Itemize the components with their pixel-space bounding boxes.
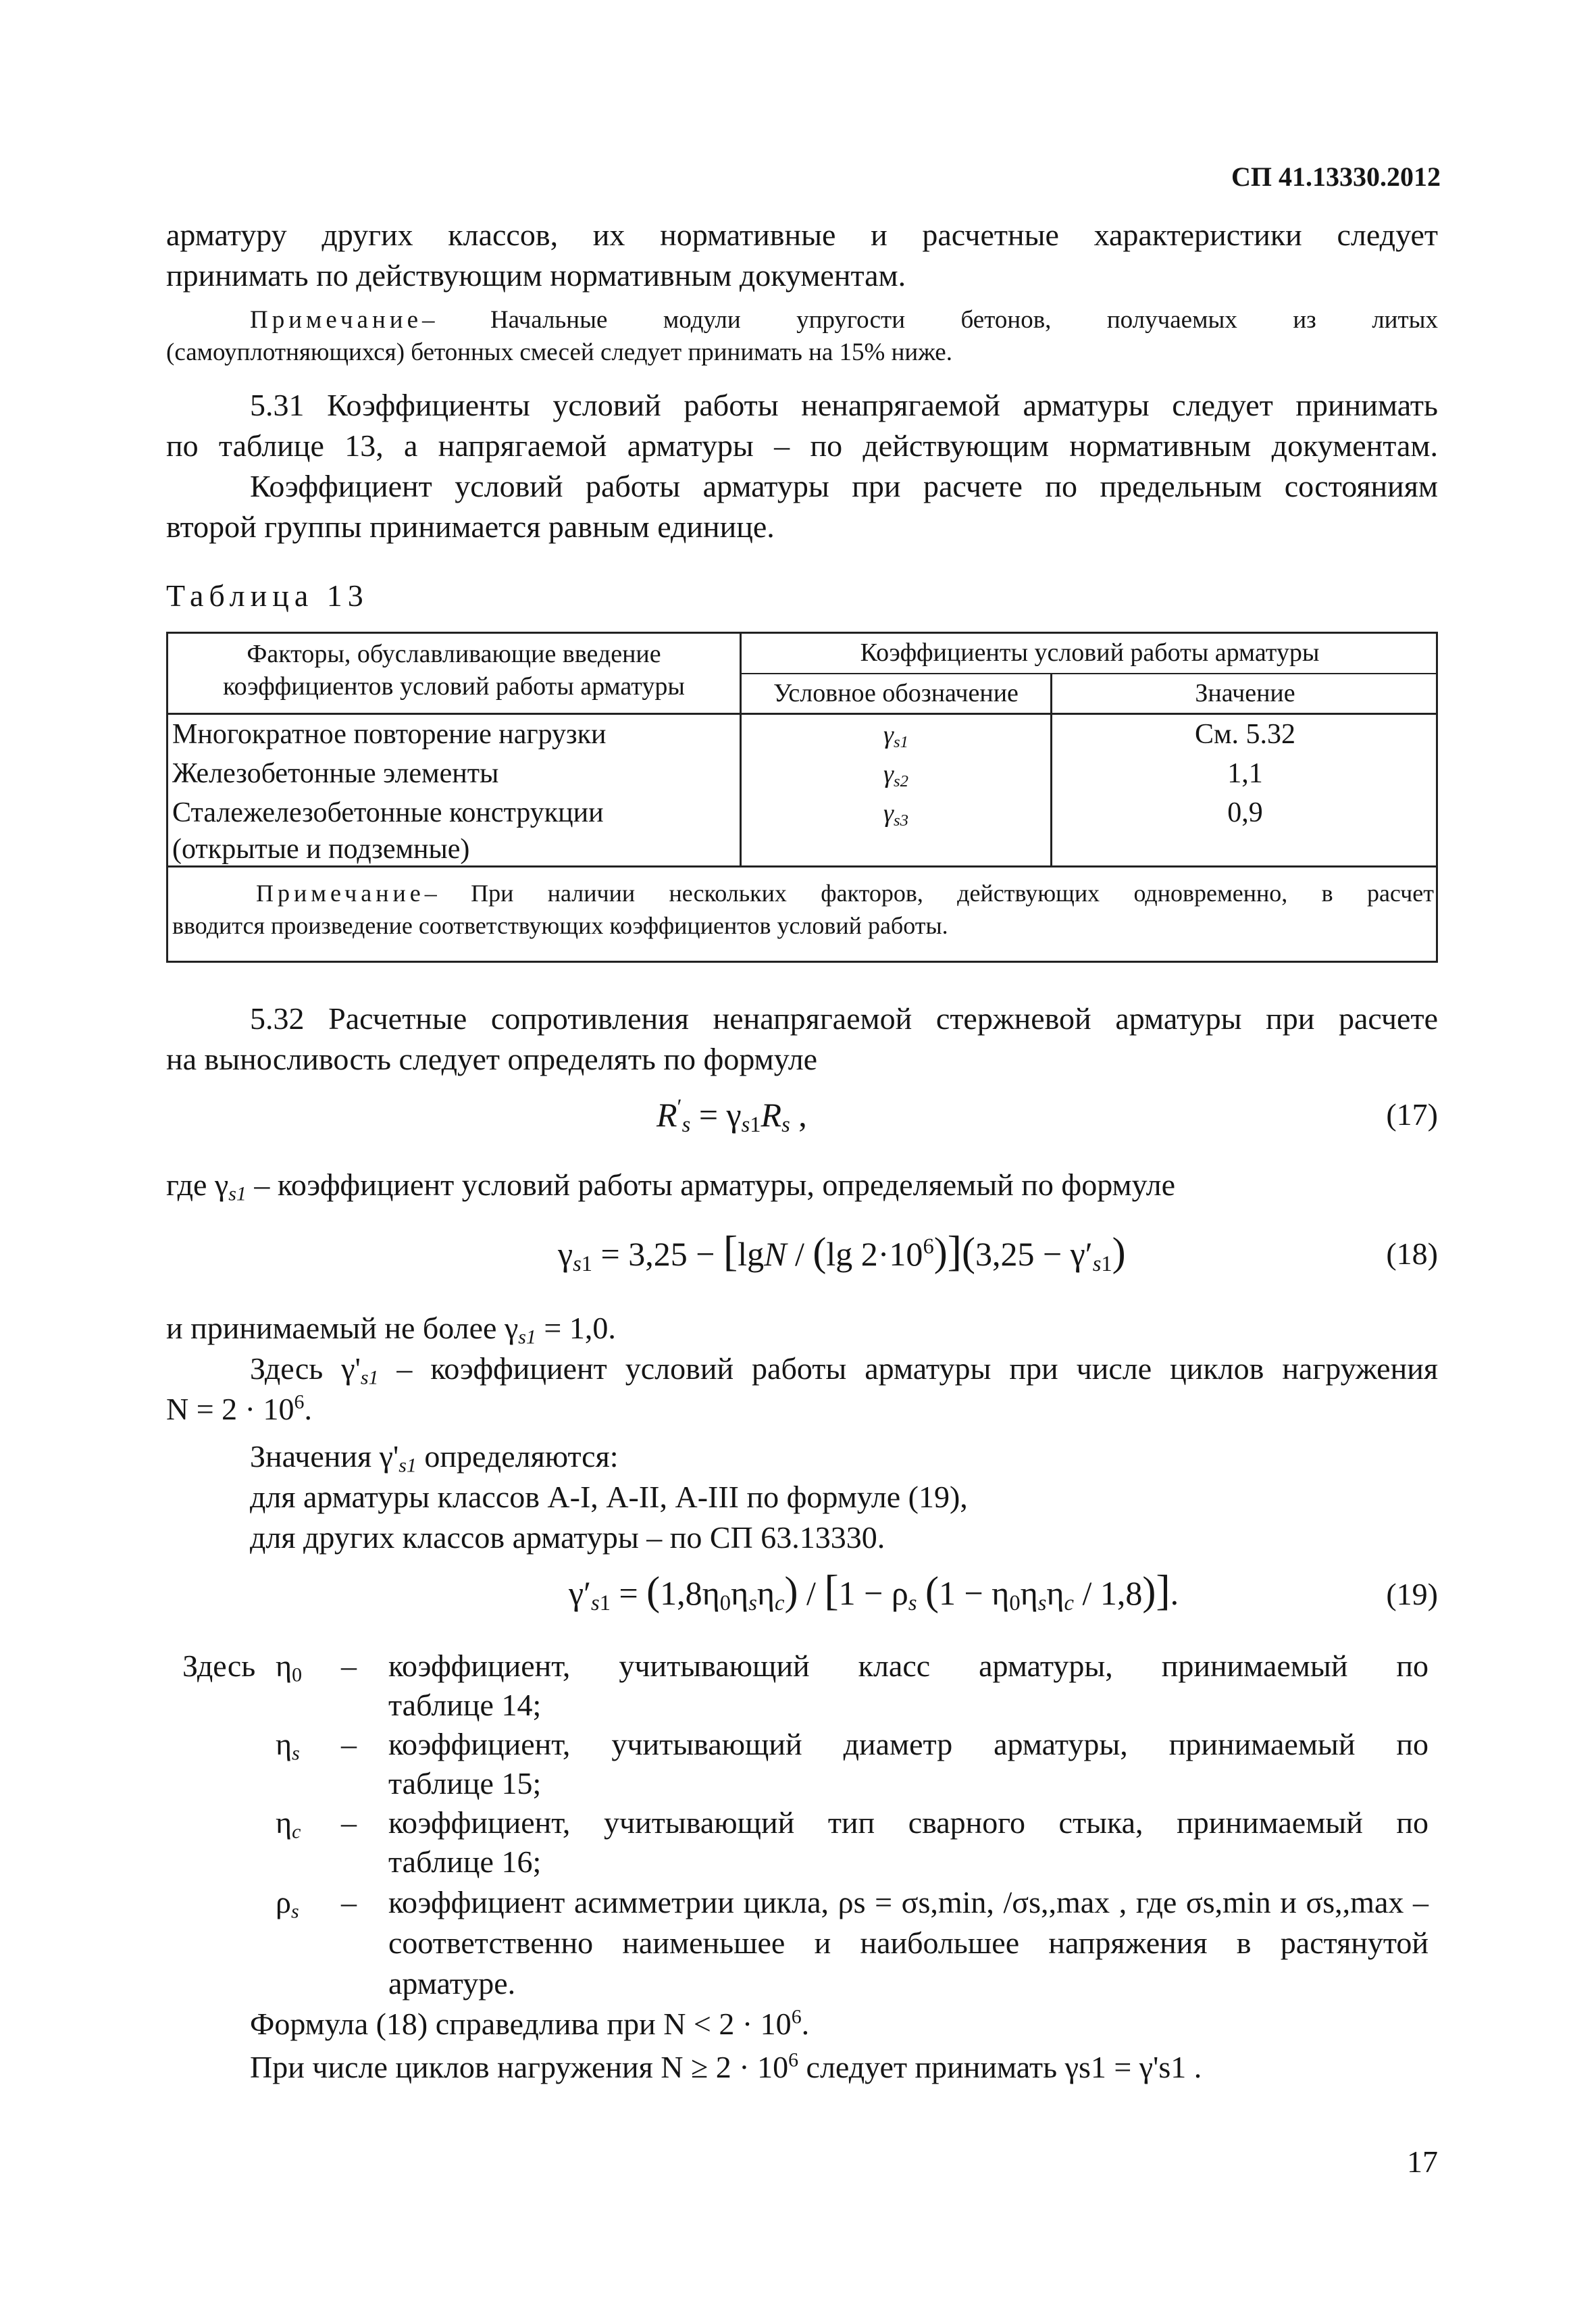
- table-note-line-1: Примечание– При наличии нескольких факторов, действующих одновременно, в расчет: [256, 880, 1434, 907]
- formula-18-validity: Формула (18) справедлива при $N < 2 \cdot 10^6$.: [250, 2005, 810, 2041]
- intro-line-2: принимать по действующим нормативным документам.: [166, 258, 906, 293]
- here-gamma-prime-line: Здесь $\gamma'_{s1}$ – коэффициент условий работы арматуры при числе циклов нагружения: [250, 1351, 1438, 1389]
- def-rhos-line-2: соответственно наименьшее и наибольшее напряжения в растянутой: [388, 1926, 1428, 1960]
- equation-number-17: (17): [1386, 1097, 1438, 1132]
- definitions-here-word: Здесь: [182, 1649, 256, 1683]
- table-caption: Таблица 13: [166, 578, 369, 613]
- def-etac-line-2: таблице 16;: [388, 1844, 542, 1879]
- section-531-line-3: Коэффициент условий работы арматуры при расчете по предельным состояниям: [250, 469, 1438, 503]
- row-3-factor: Сталежелезобетонные конструкции (открытые и подземные): [172, 797, 604, 865]
- intro-line-1: арматуру других классов, их нормативные и расчетные характеристики следует: [166, 218, 1438, 252]
- def-eta0-line-1: коэффициент, учитывающий класс арматуры, принимаемый по: [388, 1649, 1428, 1683]
- def-etac-line-1: коэффициент, учитывающий тип сварного стыка, принимаемый по: [388, 1805, 1428, 1840]
- formula-19: $\gamma'_{s1} = (1,8\eta_0\eta_s\eta_c) / [1 - \rho_s$ $(1 - \eta_0\eta_s\eta_c / 1,8)$].: [569, 1566, 1179, 1616]
- def-eta0-symbol: $\eta_0$: [276, 1649, 303, 1686]
- intro-note-line-1: [250, 304, 1438, 336]
- note-label: Примечание: [250, 306, 422, 334]
- section-531-line-4: второй группы принимается равным единице.: [166, 509, 775, 544]
- equation-number-18: (18): [1386, 1236, 1438, 1271]
- head-symbol: Условное обозначение: [773, 679, 1019, 707]
- def-rhos-line-3: арматуре.: [388, 1966, 516, 2001]
- intro-note-line-2: (самоуплотняющихся) бетонных смесей следует принимать на 15% ниже.: [166, 338, 952, 366]
- head-value: Значение: [1195, 679, 1295, 707]
- def-etas-symbol: $\eta_s$: [276, 1727, 300, 1765]
- accept-line: и принимаемый не более $\gamma_{s1} = 1,0$.: [166, 1311, 616, 1349]
- head-coefficients: Коэффициенты условий работы арматуры: [860, 638, 1320, 667]
- equation-number-19: (19): [1386, 1577, 1438, 1611]
- def-rhos-dash: –: [341, 1885, 357, 1919]
- row-1-symbol: $\gamma_{s1}$: [883, 721, 908, 752]
- values-line: Значения $\gamma'_{s1}$ определяются:: [250, 1439, 619, 1477]
- row-1-factor: Многократное повторение нагрузки: [172, 719, 607, 750]
- def-etac-symbol: $\eta_c$: [276, 1805, 301, 1843]
- row-2-value: 1,1: [1227, 758, 1263, 789]
- row-2-symbol: $\gamma_{s2}$: [883, 760, 908, 791]
- row-1-value: См. 5.32: [1194, 719, 1296, 750]
- page-number: 17: [1407, 2144, 1438, 2179]
- def-eta0-dash: –: [341, 1649, 357, 1683]
- def-rhos-line-1: коэффициент асимметрии цикла, ρs = σs,min, /σs,,max , где σs,min и σs,,max –: [388, 1885, 1428, 1919]
- section-531-line-1: 5.31 Коэффициенты условий работы ненапрягаемой арматуры следует принимать: [250, 388, 1438, 422]
- def-etas-dash: –: [341, 1727, 357, 1761]
- def-eta0-line-2: таблице 14;: [388, 1688, 542, 1722]
- formula-18: $\gamma_{s1} = 3,25 - [\lg N / (\lg$ $2\cdot 10^6)](3,25 - \gamma'_{s1})$: [558, 1227, 1126, 1277]
- formula-17: $R'_s = \gamma_{s1}R_s$ ,: [657, 1095, 807, 1138]
- document-code: СП 41.13330.2012: [1231, 161, 1441, 192]
- head-factors: Факторы, обуславливающие введение коэффициентов условий работы арматуры: [223, 640, 685, 701]
- cycles-line: При числе циклов нагружения $N \ge 2 \cdot 10^6$ следует принимать γs1 = γ's1 .: [250, 2048, 1202, 2084]
- def-etas-line-2: таблице 15;: [388, 1766, 542, 1801]
- here-n-line: $N = 2 \cdot 10^6$.: [166, 1390, 312, 1426]
- row-3-symbol: $\gamma_{s3}$: [883, 799, 908, 830]
- section-531-line-2: по таблице 13, а напрягаемой арматуры – по действующим нормативным документам.: [166, 428, 1438, 463]
- def-etac-dash: –: [341, 1805, 357, 1840]
- classes-line: для арматуры классов А-I, А-II, А-III по формуле (19),: [250, 1480, 968, 1514]
- row-2-factor: Железобетонные элементы: [172, 758, 499, 789]
- def-etas-line-1: коэффициент, учитывающий диаметр арматуры, принимаемый по: [388, 1727, 1428, 1761]
- section-532-line-2: на выносливость следует определять по формуле: [166, 1042, 818, 1076]
- other-classes-line: для других классов арматуры – по СП 63.13330.: [250, 1520, 885, 1555]
- section-532-line-1: 5.32 Расчетные сопротивления ненапрягаемой стержневой арматуры при расчете: [250, 1001, 1438, 1036]
- row-3-value: 0,9: [1227, 797, 1263, 828]
- note-text: – Начальные модули упругости бетонов, получаемых из литых: [422, 306, 1438, 334]
- def-rhos-symbol: $\rho_s$: [276, 1885, 299, 1923]
- where-gamma-line: где $\gamma_{s1}$ – коэффициент условий работы арматуры, определяемый по формуле: [166, 1167, 1175, 1205]
- table-13: [166, 632, 1438, 963]
- table-note-line-2: вводится произведение соответствующих коэффициентов условий работы.: [172, 912, 948, 939]
